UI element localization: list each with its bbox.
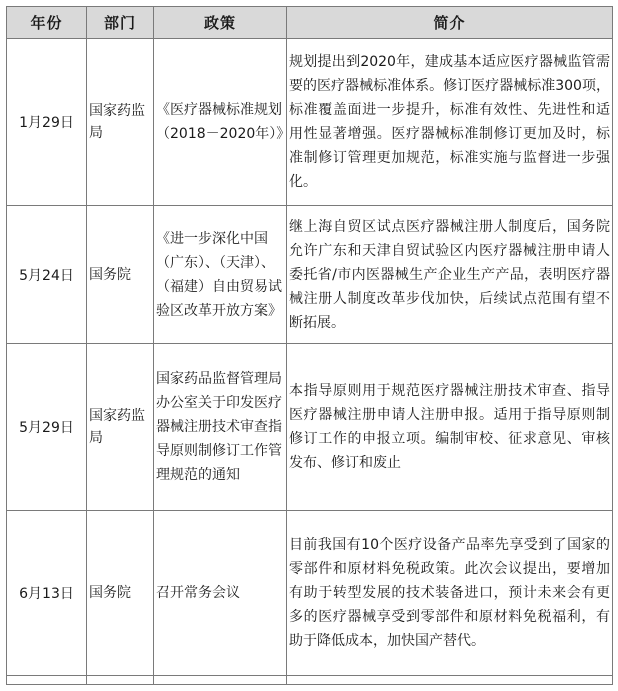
policy-table	[6, 6, 613, 685]
header-policy: 政策	[154, 7, 287, 39]
table-row	[7, 511, 613, 676]
header-dept: 部门	[87, 7, 154, 39]
row-policy: 召开常务会议	[154, 511, 287, 676]
row-date: 5月29日	[7, 344, 87, 511]
header-row	[7, 7, 613, 39]
empty-cell	[7, 676, 87, 685]
table-row	[7, 206, 613, 344]
header-year: 年份	[7, 7, 87, 39]
row-dept: 国务院	[87, 511, 154, 676]
row-dept: 国家药监局	[87, 39, 154, 206]
empty-cell	[287, 676, 613, 685]
row-summary: 规划提出到2020年，建成基本适应医疗器械监管需要的医疗器械标准体系。修订医疗器械标准300项，标准覆盖面进一步提升，标准有效性、先进性和适用性显著增强。医疗器械标准制修订更加及时，标准制修订管理更加规范，标准实施与监督进一步强化。	[287, 39, 613, 206]
row-policy: 国家药品监督管理局办公室关于印发医疗器械注册技术审查指导原则制修订工作管理规范的通知	[154, 344, 287, 511]
table-row	[7, 39, 613, 206]
row-dept: 国家药监局	[87, 344, 154, 511]
row-policy: 《医疗器械标准规划（2018－2020年）》	[154, 39, 287, 206]
row-policy: 《进一步深化中国（广东）、（天津）、（福建）自由贸易试验区改革开放方案》	[154, 206, 287, 344]
row-summary: 继上海自贸区试点医疗器械注册人制度后，国务院允许广东和天津自贸试验区内医疗器械注册申请人委托省/市内医器械生产企业生产产品，表明医疗器械注册人制度改革步伐加快，后续试点范围有望不断拓展。	[287, 206, 613, 344]
header-summary: 简介	[287, 7, 613, 39]
row-summary: 目前我国有10个医疗设备产品率先享受到了国家的零部件和原材料免税政策。此次会议提出，要增加有助于转型发展的技术装备进口，预计未来会有更多的医疗器械享受到零部件和原材料免税福利，有助于降低成本，加快国产替代。	[287, 511, 613, 676]
row-date: 5月24日	[7, 206, 87, 344]
row-date: 1月29日	[7, 39, 87, 206]
row-summary: 本指导原则用于规范医疗器械注册技术审查、指导医疗器械注册申请人注册申报。适用于指导原则制修订工作的申报立项。编制审校、征求意见、审核发布、修订和废止	[287, 344, 613, 511]
row-dept: 国务院	[87, 206, 154, 344]
empty-cell	[87, 676, 154, 685]
empty-cell	[154, 676, 287, 685]
table-row	[7, 344, 613, 511]
table-row-partial	[7, 676, 613, 685]
row-date: 6月13日	[7, 511, 87, 676]
